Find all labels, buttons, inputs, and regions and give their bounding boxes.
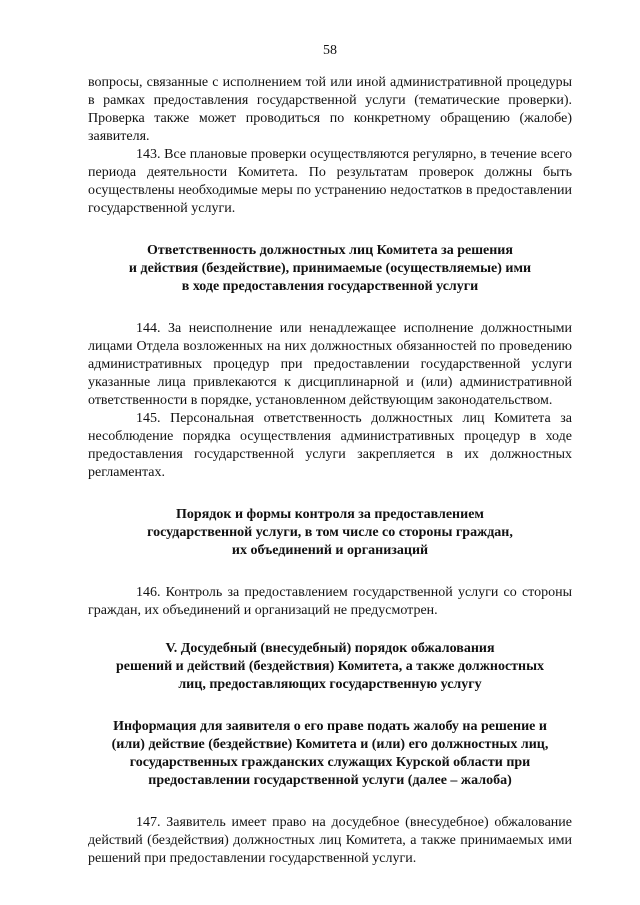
paragraph-continuation: вопросы, связанные с исполнением той или иной административной процедуры в рамках предоставления государственной услуги (тематические проверки). Проверка также может проводиться по конкретному обращению (жалобе) заявителя. <box>88 75 572 144</box>
heading-line: предоставлении государственной услуги (далее – жалоба) <box>148 773 512 788</box>
heading-control <box>88 506 572 560</box>
heading-line: государственной услуги, в том числе со стороны граждан, <box>147 525 513 540</box>
heading-line: государственных гражданских служащих Курской области при <box>129 755 531 770</box>
heading-line: Ответственность должностных лиц Комитета за решения <box>147 243 513 258</box>
document-page <box>88 42 572 868</box>
paragraph-146: 146. Контроль за предоставлением государственной услуги со стороны граждан, их объединений и организаций не предусмотрен. <box>88 585 572 618</box>
heading-line: Порядок и формы контроля за предоставлением <box>176 507 484 522</box>
paragraph-145: 145. Персональная ответственность должностных лиц Комитета за несоблюдение порядка осуществления административных процедур в ходе предоставления государственной услуги закрепляется в их должностных регламентах. <box>88 411 572 480</box>
paragraph-143: 143. Все плановые проверки осуществляются регулярно, в течение всего периода деятельности Комитета. По результатам проверок должны быть осуществлены необходимые меры по устранению недостатков в предоставлении государственной услуги. <box>88 147 572 216</box>
heading-line: и действия (бездействие), принимаемые (осуществляемые) ими <box>128 261 532 276</box>
heading-information <box>88 718 572 790</box>
paragraph-147: 147. Заявитель имеет право на досудебное (внесудебное) обжалование действий (бездействия) должностных лиц Комитета, а также принимаемых ими решений при предоставлении государственной услуги. <box>88 815 572 866</box>
page-number: 58 <box>323 43 337 58</box>
heading-line: их объединений и организаций <box>231 543 429 558</box>
heading-line: (или) действие (бездействие) Комитета и (или) его должностных лиц, <box>111 737 549 752</box>
heading-line: Информация для заявителя о его праве подать жалобу на решение и <box>113 719 547 734</box>
heading-line: лиц, предоставляющих государственную услугу <box>178 677 482 692</box>
heading-line: в ходе предоставления государственной услуги <box>181 279 479 294</box>
heading-line: V. Досудебный (внесудебный) порядок обжалования <box>165 641 495 656</box>
heading-responsibility <box>88 242 572 296</box>
heading-section-v <box>88 640 572 694</box>
paragraph-144: 144. За неисполнение или ненадлежащее исполнение должностными лицами Отдела возложенных на них должностных обязанностей по проведению административных процедур при предоставлении государственной услуги указанные лица привлекаются к дисциплинарной и (или) административной ответственности в порядке, установленном действующим законодательством. <box>88 321 572 408</box>
heading-line: решений и действий (бездействия) Комитета, а также должностных <box>115 659 545 674</box>
